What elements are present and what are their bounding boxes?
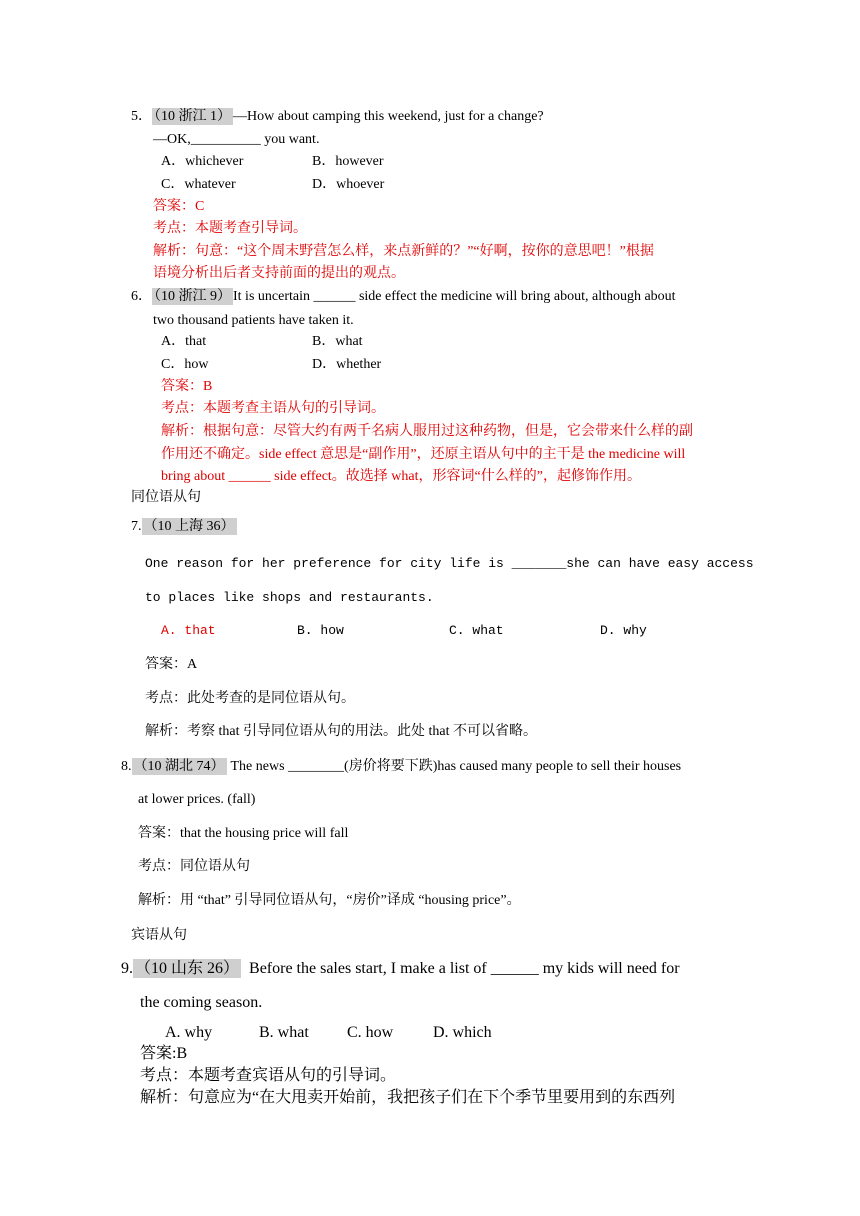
q7-stem	[145, 554, 754, 574]
q8-line1	[121, 757, 681, 777]
q5-line1	[131, 107, 544, 127]
q7-point: 考点：此处考查的是同位语从句。	[145, 691, 355, 706]
q5-stem: —How about camping this weekend, just for a change?	[233, 109, 544, 124]
q5-option-d: D．whoever	[312, 177, 385, 192]
q7-option-c: C. what	[449, 623, 504, 638]
q6-options-row2	[161, 355, 381, 375]
q6-line1	[131, 287, 676, 307]
q6-point: 考点：本题考查主语从句的引导词。	[161, 401, 385, 416]
q6-stem-2: two thousand patients have taken it.	[153, 313, 354, 328]
q6-option-b: B．what	[312, 334, 363, 349]
q7-line1	[131, 517, 237, 537]
q5-line2	[153, 130, 319, 150]
q9-option-d: D. which	[433, 1024, 492, 1041]
q5-number: 5．	[131, 109, 152, 124]
q6-number: 6．	[131, 289, 152, 304]
q5-options-row2	[161, 175, 384, 195]
q7-blank: _______	[511, 556, 567, 571]
q9-stem-2: the coming season.	[140, 994, 263, 1011]
q6-option-c: C．how	[161, 357, 209, 372]
q5-point: 考点：本题考查引导词。	[153, 221, 307, 236]
q7-stem-2: to places like shops and restaurants.	[145, 590, 434, 605]
q9-number: 9.	[121, 960, 133, 977]
q7-answer: 答案：A	[145, 657, 198, 672]
q7-analysis: 解析：考察 that 引导同位语从句的用法。此处 that 不可以省略。	[145, 724, 537, 739]
q8-source-tag: （10 湖北 74）	[133, 759, 225, 774]
q8-answer: 答案：that the housing price will fall	[138, 826, 349, 841]
q9-line1	[121, 958, 680, 980]
q5-answer: 答案：C	[153, 199, 205, 214]
q7-option-b: B. how	[297, 623, 344, 638]
q9-options	[165, 1022, 492, 1044]
q6-option-a: A．that	[161, 334, 207, 349]
q9-analysis: 解析：句意应为“在大甩卖开始前，我把孩子们在下个季节里要用到的东西列	[140, 1089, 676, 1106]
q9-answer: 答案:B	[140, 1045, 188, 1062]
q8-analysis: 解析：用 “that” 引导同位语从句，“房价”译成 “housing price”。	[138, 893, 521, 908]
q9-source-tag: （10 山东 26）	[135, 960, 240, 977]
section-heading-appositive: 同位语从句	[131, 490, 201, 505]
q8-stem-2: at lower prices. (fall)	[138, 792, 256, 807]
q5-option-b: B．however	[312, 154, 384, 169]
q5-source-tag: （10 浙江 1）	[154, 109, 231, 124]
q5-analysis-1: 解析：句意：“这个周末野营怎么样，来点新鲜的？”“好啊，按你的意思吧！”根据	[153, 244, 654, 259]
q5-stem-post: you want.	[260, 132, 320, 147]
q7-source-tag: （10 上海 36）	[143, 519, 235, 534]
q5-stem-pre: —OK,	[153, 132, 191, 147]
q6-analysis-1: 解析：根据句意：尽管大约有两千名病人服用过这种药物，但是，它会带来什么样的副	[161, 424, 693, 439]
q9-option-c: C. how	[347, 1024, 394, 1041]
q9-option-b: B. what	[259, 1024, 309, 1041]
q7-stem-pre: One reason for her preference for city life is	[145, 556, 512, 571]
section-heading-object-clause: 宾语从句	[131, 928, 187, 943]
q6-source-tag: （10 浙江 9）	[154, 289, 231, 304]
q6-stem: It is uncertain ______ side effect the medicine will bring about, although about	[233, 289, 676, 304]
q6-analysis-3: bring about ______ side effect。故选择 what，形容词“什么样的”，起修饰作用。	[161, 469, 641, 484]
q8-point: 考点：同位语从句	[138, 859, 250, 874]
q8-stem: The news ________(房价将要下跌)has caused many people to sell their houses	[230, 759, 682, 774]
q9-stem: Before the sales start, I make a list of ______ my kids will need for	[249, 960, 680, 977]
q7-number: 7.	[131, 519, 142, 534]
q5-options-row1	[161, 152, 384, 172]
q7-stem-post: she can have easy access	[566, 556, 754, 571]
q6-option-d: D．whether	[312, 357, 382, 372]
q8-number: 8.	[121, 759, 132, 774]
q5-option-c: C．whatever	[161, 177, 236, 192]
q7-options	[161, 621, 647, 641]
q6-options-row1	[161, 332, 363, 352]
q5-option-a: A．whichever	[161, 154, 244, 169]
q6-answer: 答案：B	[161, 379, 213, 394]
q9-point: 考点：本题考查宾语从句的引导词。	[140, 1067, 397, 1084]
q5-analysis-2: 语境分析出后者支持前面的提出的观点。	[153, 266, 405, 281]
q7-option-a: A. that	[161, 623, 216, 638]
q7-option-d: D. why	[600, 623, 647, 638]
q6-analysis-2: 作用还不确定。side effect 意思是“副作用”，还原主语从句中的主干是 the medicine will	[161, 447, 686, 462]
q9-option-a: A. why	[165, 1024, 213, 1041]
q5-blank: __________	[190, 132, 261, 147]
